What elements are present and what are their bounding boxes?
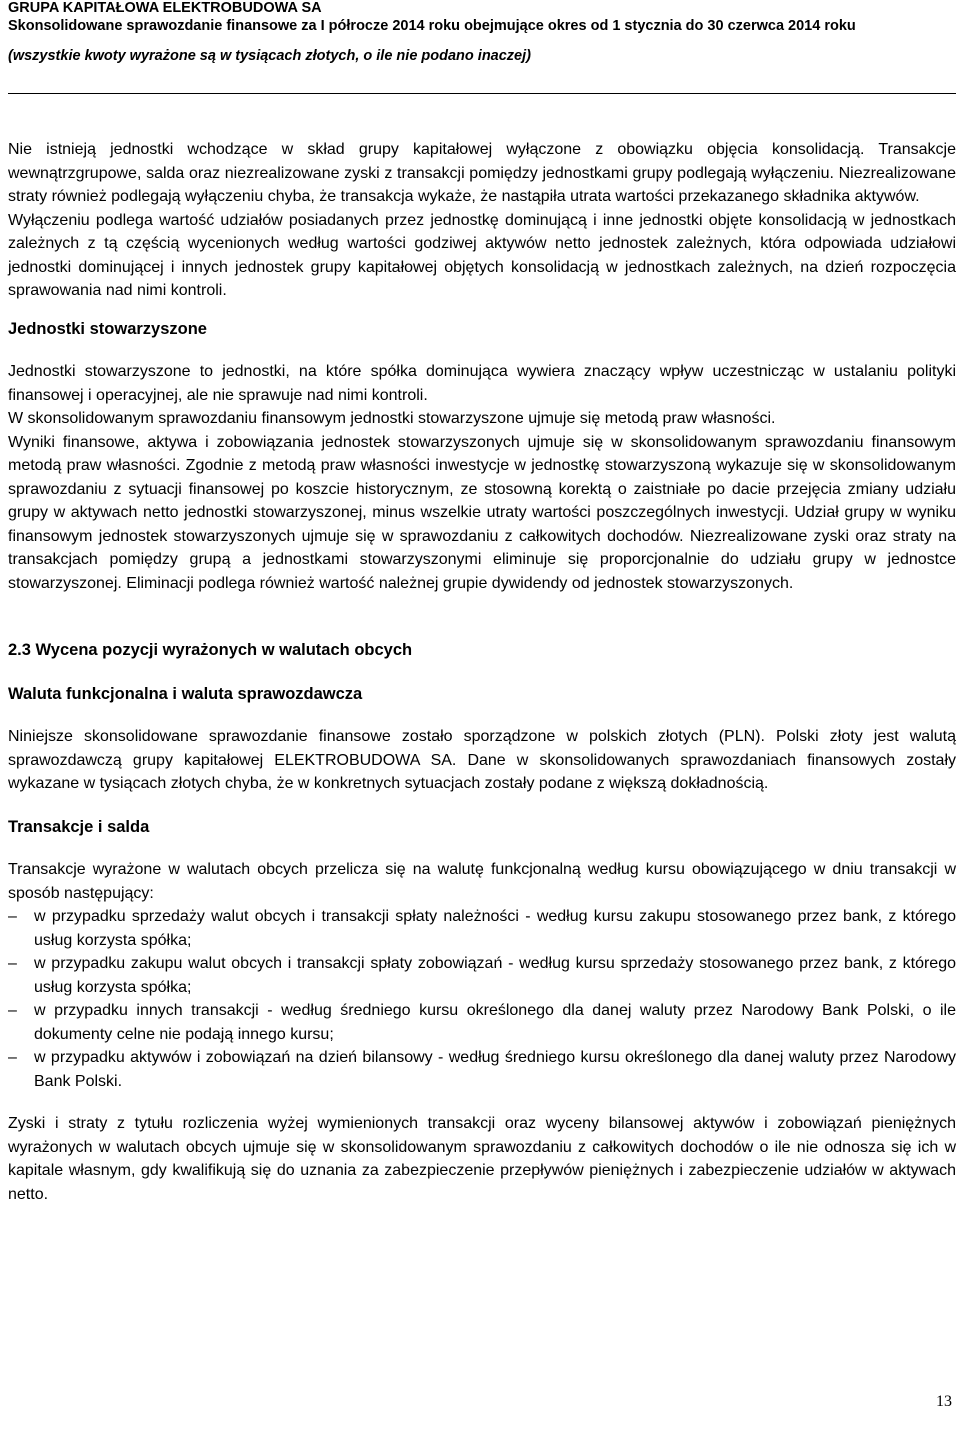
list-item-text: w przypadku zakupu walut obcych i transakcji spłaty zobowiązań - według kursu sprzedaży stosowanego przez bank, z którego usług korzysta spółka; [34, 955, 956, 996]
associates-paragraph-1: Jednostki stowarzyszone to jednostki, na które spółka dominująca wywiera znaczący wpływ uczestnicząc w ustalaniu polityki finansowej i operacyjnej, ale nie sprawuje nad nimi kontroli. [8, 363, 956, 404]
header-divider [8, 93, 956, 94]
transactions-closing: Zyski i straty z tytułu rozliczenia wyżej wymienionych transakcji oraz wyceny bilansowej aktywów i zobowiązań pieniężnych wyrażonych w walutach obcych ujmuje się w skonsolidowanym sprawozdaniu z całkowitych dochodów o ile nie odnosza się ich w kapitale własnym, gdy kwalifikują się do uznania za zabezpieczenie przepływów pieniężnych i zabezpieczenie udziałów w aktywach netto. [8, 1115, 956, 1203]
functional-currency-heading: Waluta funkcjonalna i waluta sprawozdawcza [8, 684, 363, 703]
associates-paragraph-3: Wyniki finansowe, aktywa i zobowiązania jednostek stowarzyszonych ujmuje się w skonsolidowanym sprawozdaniu finansowym metodą praw własności. Zgodnie z metodą praw własności inwestycje w jednostkę stowarzyszoną wykazuje się w skonsolidowanym sprawozdaniu z sytuacji finansowej po koszcie historycznym, ze stosowną korektą o zaistniałe po dacie przejęcia zmiany udziału grupy w aktywach netto jednostki stowarzyszonej, minus wszelkie utraty wartości poszczególnych inwestycji. Udział grupy w wyniku finansowym jednostek stowarzyszonych ujmuje się w sprawozdaniu z całkowitych dochodów. Niezrealizowane zyski oraz straty na transakcjach pomiędzy grupą a jednostkami stowarzyszonymi eliminuje się proporcjonalnie do udziału grupy w jednostce stowarzyszonej. Eliminacji podlega również wartość należnej grupie dywidendy od jednostek stowarzyszonych. [8, 433, 956, 592]
consolidation-paragraph-2: Wyłączeniu podlega wartość udziałów posiadanych przez jednostkę dominującą i inne jednostki objęte konsolidacją w jednostkach zależnych z tą częścią wycenionych według wartości godziwej aktywów netto jednostek zależnych, która odpowiada udziałowi jednostki dominującej i innych jednostek grupy kapitałowej objętych konsolidacją w jednostkach zależnych, na dzień rozpoczęcia sprawowania nad nimi kontroli. [8, 211, 956, 299]
list-item-text: w przypadku innych transakcji - według średniego kursu określonego dla danej waluty przez Narodowy Bank Polski, o ile dokumenty celne nie podają innego kursu; [34, 1002, 956, 1043]
report-title: Skonsolidowane sprawozdanie finansowe za I półrocze 2014 roku obejmujące okres od 1 stycznia do 30 czerwca 2014 roku [8, 18, 856, 34]
functional-currency-paragraph: Niniejsze skonsolidowane sprawozdanie finansowe zostało sporządzone w polskich złotych (PLN). Polski złoty jest walutą sprawozdawczą grupy kapitałowej ELEKTROBUDOWA SA. Dane w skonsolidowanych sprawozdaniach finansowych zostały wykazane w tysiącach złotych chyba, że w konkretnych sytuacjach zostały podane z większą dokładnością. [8, 728, 956, 792]
document-body [8, 138, 956, 1206]
transactions-intro: Transakcje wyrażone w walutach obcych przelicza się na walutę funkcjonalną według kursu obowiązującego w dniu transakcji w sposób następujący: [8, 861, 956, 902]
dash-bullet: – [8, 1002, 17, 1019]
associates-paragraph-2: W skonsolidowanym sprawozdaniu finansowym jednostki stowarzyszone ujmuje się metodą praw własności. [8, 410, 776, 427]
amounts-note: (wszystkie kwoty wyrażone są w tysiącach złotych, o ile nie podano inaczej) [8, 48, 531, 64]
list-item-text: w przypadku sprzedaży walut obcych i transakcji spłaty należności - według kursu zakupu stosowanego przez bank, z którego usług korzysta spółka; [34, 908, 956, 949]
list-item [8, 999, 956, 1046]
list-item [8, 1046, 956, 1093]
page-number: 13 [936, 1393, 952, 1410]
company-name: GRUPA KAPITAŁOWA ELEKTROBUDOWA SA [8, 0, 322, 16]
dash-bullet: – [8, 1049, 17, 1066]
dash-bullet: – [8, 955, 17, 972]
page-header [8, 0, 958, 66]
list-item-text: w przypadku aktywów i zobowiązań na dzień bilansowy - według średniego kursu określonego dla danej waluty przez Narodowy Bank Polski. [34, 1049, 956, 1090]
consolidation-paragraph-1: Nie istnieją jednostki wchodzące w skład grupy kapitałowej wyłączone z obowiązku objęcia konsolidacją. Transakcje wewnątrzgrupowe, salda oraz niezrealizowane zyski z transakcji pomiędzy jednostkami grupy podlegają wyłączeniu. Niezrealizowane straty również podlegają wyłączeniu chyba, że transakcja wykaże, że nastąpiła utrata wartości przekazanego składnika aktywów. [8, 141, 956, 205]
list-item [8, 905, 956, 952]
dash-bullet: – [8, 908, 17, 925]
transactions-heading: Transakcje i salda [8, 817, 150, 836]
section-2-3-heading: 2.3 Wycena pozycji wyrażonych w walutach obcych [8, 641, 413, 659]
transactions-list [8, 905, 956, 1093]
associates-heading: Jednostki stowarzyszone [8, 319, 207, 338]
list-item [8, 952, 956, 999]
